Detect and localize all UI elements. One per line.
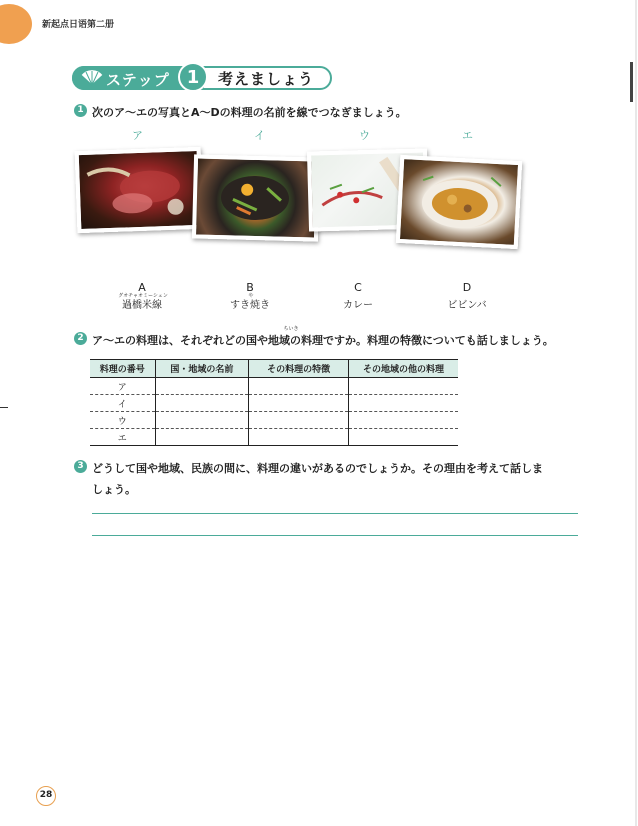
fan-icon [80, 70, 104, 86]
table-row [90, 395, 458, 412]
photo-sukiyaki [75, 147, 204, 233]
dish-name-b: すき焼き [230, 300, 270, 311]
table-row [90, 378, 458, 395]
book-title: 新起点日语第二册 [42, 20, 115, 30]
step-label: ステップ [106, 71, 170, 89]
question-3-number: 3 [74, 460, 87, 473]
answer-cell[interactable] [249, 378, 349, 395]
column-header-features: その料理の特徴 [249, 360, 349, 378]
photo-curry [396, 155, 522, 249]
column-header-country: 国・地域の名前 [155, 360, 249, 378]
answer-line-1[interactable] [92, 513, 578, 514]
answer-cell[interactable] [349, 378, 458, 395]
question-1-text: 次のア〜エの写真とA〜Dの料理の名前を線でつなぎましょう。 [92, 106, 407, 119]
ruby-chiiki: ちいき [283, 326, 299, 332]
question-2-number: 2 [74, 332, 87, 345]
step-header [72, 62, 334, 92]
column-header-dish-number: 料理の番号 [90, 360, 155, 378]
column-header-other-dishes: その地域の他の料理 [349, 360, 458, 378]
dish-name-d: ビビンバ [447, 300, 487, 311]
answer-cell[interactable] [249, 429, 349, 446]
answer-cell[interactable] [249, 395, 349, 412]
table-row [90, 429, 458, 446]
answer-cell[interactable] [155, 395, 249, 412]
margin-mark [0, 407, 8, 408]
dish-name-c: カレー [343, 300, 373, 311]
answer-cell[interactable] [249, 412, 349, 429]
row-label: ウ [90, 412, 155, 429]
photo-label-e: エ [462, 129, 473, 142]
question-2-text: ア〜エの料理は、それぞれどの国や地域の料理ですか。料理の特徴についても話しましょう。 [92, 334, 554, 347]
cuisine-table [90, 359, 458, 446]
answer-cell[interactable] [155, 412, 249, 429]
dish-letter-b: B [246, 281, 254, 294]
row-label: エ [90, 429, 155, 446]
step-number: 1 [178, 62, 208, 92]
dish-name-a: 過橋米線 [122, 300, 162, 311]
answer-cell[interactable] [155, 378, 249, 395]
page-edge [635, 0, 637, 826]
question-3-text-line2: しょう。 [92, 483, 136, 496]
question-3-text-line1: どうして国や地域、民族の間に、料理の違いがあるのでしょうか。その理由を考えて話しま [92, 462, 543, 475]
row-label: イ [90, 395, 155, 412]
answer-line-2[interactable] [92, 535, 578, 536]
photo-label-i: イ [254, 129, 265, 142]
answer-cell[interactable] [349, 429, 458, 446]
corner-decoration [0, 4, 32, 44]
photo-label-u: ウ [359, 129, 370, 142]
row-label: ア [90, 378, 155, 395]
page-edge-tab [630, 62, 633, 102]
page-number: 28 [36, 786, 56, 806]
step-title: 考えましょう [218, 70, 315, 88]
dish-ruby-b: や [248, 293, 254, 299]
answer-cell[interactable] [155, 429, 249, 446]
dish-ruby-a: グオチャオミーシェン [118, 293, 168, 299]
answer-cell[interactable] [349, 412, 458, 429]
table-row [90, 412, 458, 429]
dish-letter-d: D [462, 281, 472, 294]
dish-letter-c: C [354, 281, 362, 294]
question-1-number: 1 [74, 104, 87, 117]
table-header-row [90, 360, 458, 378]
answer-cell[interactable] [349, 395, 458, 412]
dish-letter-a: A [138, 281, 146, 294]
photo-bibimbap [192, 154, 320, 241]
photo-label-a: ア [132, 129, 143, 142]
